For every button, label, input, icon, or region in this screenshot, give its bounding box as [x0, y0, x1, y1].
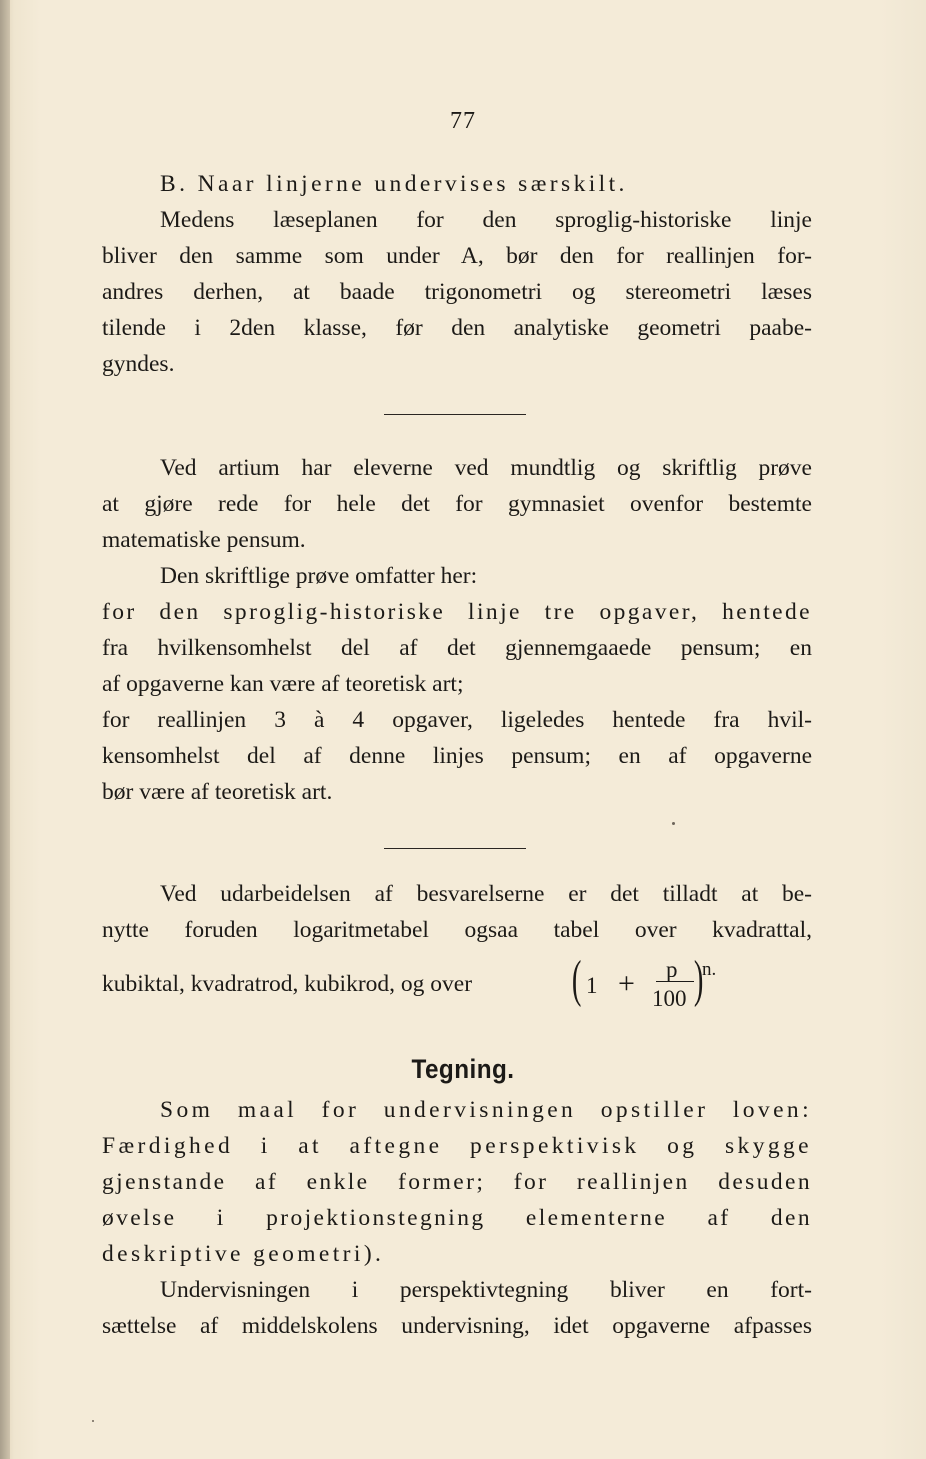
text-line: fra hvilkensomhelst del af det gjennemgaaede pensum; en — [102, 635, 812, 661]
paper-speck — [92, 1420, 94, 1422]
text-line: gjenstande af enkle former; for reallinjen desuden — [102, 1169, 812, 1195]
text-line: Undervisningen i perspektivtegning bliver en fort- — [160, 1277, 812, 1303]
paper-speck — [672, 822, 675, 825]
text-line: kensomhelst del af denne linjes pensum; en af opgaverne — [102, 743, 812, 769]
formula-denominator: 100 — [652, 986, 687, 1011]
text-line: kubiktal, kvadratrod, kubikrod, og over — [102, 971, 473, 997]
formula-line — [102, 951, 812, 1011]
text-line: Ved udarbeidelsen af besvarelserne er det tilladt at be- — [160, 881, 812, 907]
text-line: for reallinjen 3 à 4 opgaver, ligeledes hentede fra hvil- — [102, 707, 812, 733]
section-divider — [384, 414, 526, 415]
page-number: 77 — [450, 108, 476, 134]
text-line: nytte foruden logaritmetabel ogsaa tabel over kvadrattal, — [102, 917, 812, 943]
text-line: Den skriftlige prøve omfatter her: — [160, 563, 478, 589]
text-line: sættelse af middelskolens undervisning, idet opgaverne afpasses — [102, 1313, 812, 1339]
tegning-section — [102, 1092, 812, 1344]
text-line: matematiske pensum. — [102, 527, 306, 553]
formula-exponent: n. — [702, 959, 717, 980]
text-line: øvelse i projektionstegning elementerne af den — [102, 1205, 812, 1231]
text-line: Færdighed i at aftegne perspektivisk og skygge — [102, 1133, 812, 1159]
text-line: deskriptive geometri). — [102, 1241, 385, 1267]
formula-one: 1 — [586, 973, 598, 998]
section-divider — [384, 848, 526, 849]
text-line: andres derhen, at baade trigonometri og stereometri læses — [102, 279, 812, 305]
text-line: bliver den samme som under A, bør den for reallinjen for- — [102, 243, 812, 269]
compound-interest-formula — [572, 952, 762, 1014]
text-line: bør være af teoretisk art. — [102, 779, 333, 805]
tables-section — [102, 876, 812, 1011]
tegning-heading: Tegning. — [411, 1054, 515, 1084]
section-b-heading: B. Naar linjerne undervises særskilt. — [160, 171, 628, 197]
text-line: gyndes. — [102, 351, 175, 377]
right-parenthesis: ) — [693, 951, 704, 1008]
page-binding-edge — [0, 0, 10, 1459]
artium-section — [102, 450, 812, 810]
text-line: Ved artium har eleverne ved mundtlig og skriftlig prøve — [160, 455, 812, 481]
text-line: tilende i 2den klasse, før den analytiske geometri paabe- — [102, 315, 812, 341]
text-line: Som maal for undervisningen opstiller loven: — [160, 1097, 812, 1123]
formula-plus: + — [618, 967, 635, 1000]
left-parenthesis: ( — [571, 951, 582, 1008]
section-b — [102, 166, 812, 382]
text-line: for den sproglig-historiske linje tre opgaver, hentede — [102, 599, 812, 625]
text-line: af opgaverne kan være af teoretisk art; — [102, 671, 464, 697]
text-line: Medens læseplanen for den sproglig-historiske linje — [160, 207, 812, 233]
formula-numerator: p — [666, 957, 678, 982]
text-line: at gjøre rede for hele det for gymnasiet ovenfor bestemte — [102, 491, 812, 517]
